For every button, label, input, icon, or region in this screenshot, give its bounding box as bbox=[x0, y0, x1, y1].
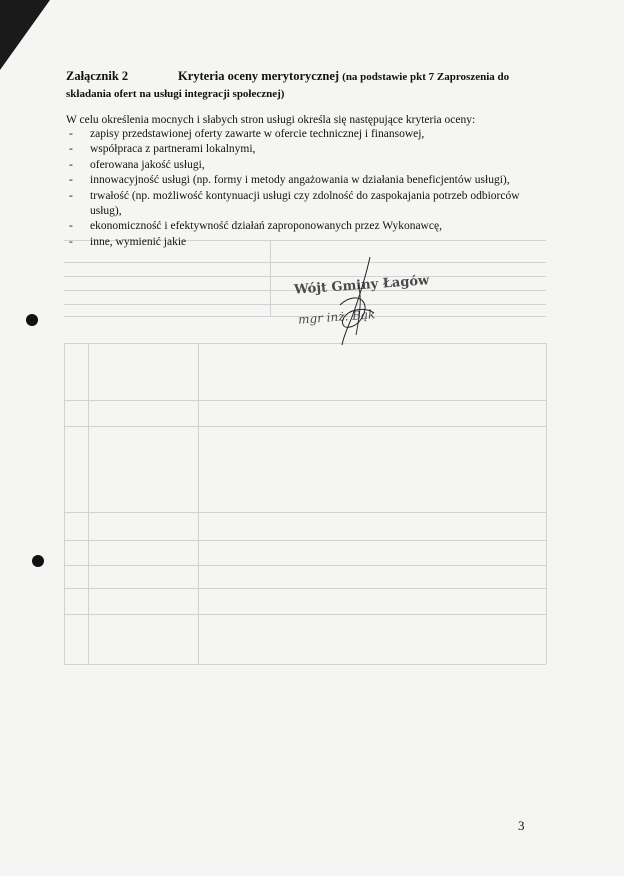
annex-note: (na podstawie pkt 7 Zaproszenia do składania ofert na usługi integracji społecznej) bbox=[66, 71, 510, 100]
stamp-name: mgr inż. Bąk bbox=[297, 307, 376, 327]
annex-number: Załącznik 2 bbox=[66, 69, 129, 83]
annex-title: Kryteria oceny merytorycznej bbox=[178, 69, 340, 83]
annex-heading bbox=[66, 68, 546, 102]
criteria-list bbox=[66, 127, 542, 250]
punch-hole bbox=[26, 314, 38, 326]
intro-text: W celu określenia mocnych i słabych stron usługi określa się następujące kryteria oceny: bbox=[66, 114, 476, 126]
page-number: 3 bbox=[518, 818, 525, 833]
criteria-item: - oferowana jakość usługi, bbox=[66, 158, 542, 173]
handwritten-signature bbox=[330, 255, 390, 350]
criteria-item: - trwałość (np. możliwość kontynuacji usługi czy zdolność do zaspokajania potrzeb odbiorców usług), bbox=[66, 189, 542, 220]
stamp-title: Wójt Gminy Łagów bbox=[293, 273, 430, 298]
criteria-item: - inne, wymienić jakie bbox=[66, 235, 542, 250]
criteria-item: - innowacyjność usługi (np. formy i metody angażowania w działania beneficjentów usługi), bbox=[66, 173, 542, 188]
punch-hole bbox=[32, 555, 44, 567]
folded-corner bbox=[0, 0, 50, 70]
criteria-item: - ekonomiczność i efektywność działań zaproponowanych przez Wykonawcę, bbox=[66, 219, 542, 234]
criteria-item: - współpraca z partnerami lokalnymi, bbox=[66, 142, 542, 157]
criteria-item: - zapisy przedstawionej oferty zawarte w ofercie technicznej i finansowej, bbox=[66, 127, 542, 142]
